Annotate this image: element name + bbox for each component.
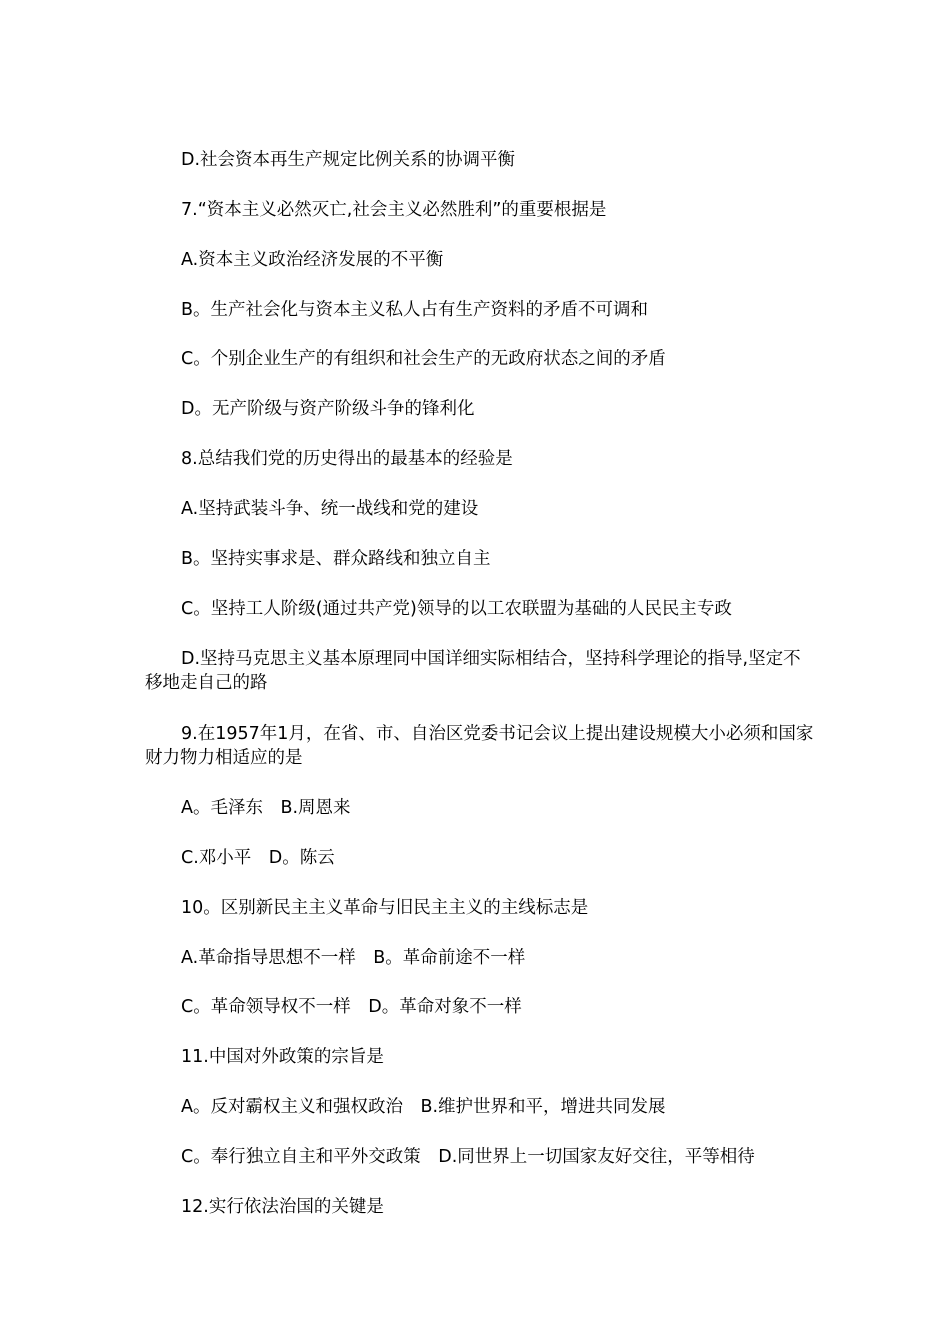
text-line-q11-options-cd: C。奉行独立自主和平外交政策 D.同世界上一切国家友好交往，平等相待 xyxy=(181,1147,755,1167)
text-line-q10-options-ab: A.革命指导思想不一样 B。革命前途不一样 xyxy=(181,948,526,968)
text-line-q10-question: 10。区别新民主主义革命与旧民主主义的主线标志是 xyxy=(181,898,589,918)
text-line-q7-option-b: B。生产社会化与资本主义私人占有生产资料的矛盾不可调和 xyxy=(181,300,649,320)
text-line-q9-options-ab: A。毛泽东 B.周恩来 xyxy=(181,798,351,818)
text-line-q7-option-c: C。个别企业生产的有组织和社会生产的无政府状态之间的矛盾 xyxy=(181,349,666,369)
text-line-q11-question: 11.中国对外政策的宗旨是 xyxy=(181,1047,384,1067)
text-line-q11-options-ab: A。反对霸权主义和强权政治 B.维护世界和平，增进共同发展 xyxy=(181,1097,666,1117)
text-line-q10-options-cd: C。革命领导权不一样 D。革命对象不一样 xyxy=(181,997,522,1017)
text-line-q12-question: 12.实行依法治国的关键是 xyxy=(181,1197,384,1217)
text-line-q7-option-d: D。无产阶级与资产阶级斗争的锋利化 xyxy=(181,399,475,419)
text-line-q6-option-d: D.社会资本再生产规定比例关系的协调平衡 xyxy=(181,150,516,170)
text-para-q8-option-d: D.坚持马克思主义基本原理同中国详细实际相结合，坚持科学理论的指导,坚定不移地走自己的路 xyxy=(145,649,801,693)
text-line-q7-option-a: A.资本主义政治经济发展的不平衡 xyxy=(181,250,444,270)
text-para-q9-question: 9.在1957年1月，在省、市、自治区党委书记会议上提出建设规模大小必须和国家财力物力相适应的是 xyxy=(145,724,814,768)
text-line-q8-option-c: C。坚持工人阶级(通过共产党)领导的以工农联盟为基础的人民民主专政 xyxy=(181,599,732,619)
text-line-q8-option-b: B。坚持实事求是、群众路线和独立自主 xyxy=(181,549,491,569)
text-line-q9-options-cd: C.邓小平 D。陈云 xyxy=(181,848,335,868)
text-line-q8-question: 8.总结我们党的历史得出的最基本的经验是 xyxy=(181,449,513,469)
text-line-q8-option-a: A.坚持武装斗争、统一战线和党的建设 xyxy=(181,499,479,519)
text-line-q7-question: 7.“资本主义必然灭亡,社会主义必然胜利”的重要根据是 xyxy=(181,200,607,220)
